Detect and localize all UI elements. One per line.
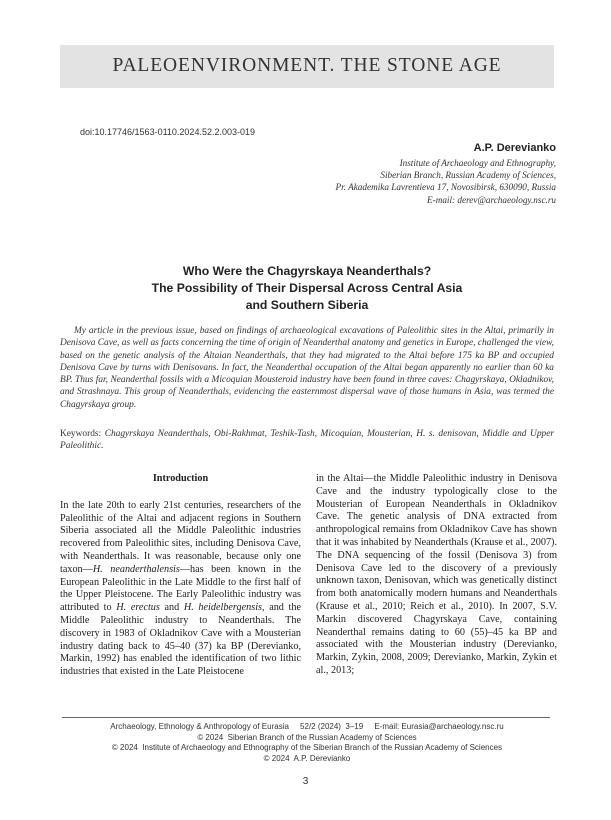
doi[interactable]: doi:10.17746/1563-0110.2024.52.2.003-019	[80, 127, 255, 137]
body-column-right	[316, 473, 557, 678]
copyright-line: © 2024 Siberian Branch of the Russian Academy of Sciences	[197, 732, 417, 742]
footer	[60, 722, 554, 764]
taxon: H. heidelbergensis	[183, 602, 262, 614]
copyright-line: © 2024 A.P. Derevianko	[263, 753, 351, 763]
title-line: and Southern Siberia	[245, 298, 369, 312]
journal-line: Archaeology, Ethnology & Anthropology of Eurasia 52/2 (2024) 3–19 E-mail: Eurasia@archaeology.nsc.ru	[110, 722, 504, 731]
taxon: H. neanderthalensis	[92, 563, 180, 575]
affiliation-line: Siberian Branch, Russian Academy of Sciences,	[380, 170, 556, 181]
keywords	[60, 428, 554, 453]
footer-rule	[62, 717, 550, 718]
affiliation-line: Institute of Archaeology and Ethnography,	[399, 158, 556, 168]
copyright-line: © 2024 Institute of Archaeology and Ethnography of the Siberian Branch of the Russian Academy of Sciences	[111, 743, 503, 753]
keywords-label: Keywords:	[60, 429, 102, 439]
section-header-band	[60, 45, 554, 88]
keywords-text: Chagyrskaya Neanderthals, Obi-Rakhmat, Teshik-Tash, Micoquian, Mousterian, H. s. denisovan, Middle and Upper Paleolithic.	[60, 429, 554, 452]
author-email[interactable]: E-mail: derev@archaeology.nsc.ru	[427, 194, 556, 205]
body-column-left	[60, 473, 301, 679]
affiliation-line: Pr. Akademika Lavrentieva 17, Novosibirsk, 630090, Russia	[335, 182, 556, 193]
title-line: Who Were the Chagyrskaya Neanderthals?	[182, 264, 432, 278]
taxon: H. erectus	[116, 602, 160, 614]
abstract: My article in the previous issue, based on findings of archaeological excavations of Paleolithic sites in the Altai, primarily in Denisova Cave, as well as facts concerning the time of origin of Neanderthal anatomy and genetics in Europe, challenged the view, based on the genetic analysis of the Altaian Neanderthals, that they had migrated to the Altai before 175 ka BP and occupied Denisova Cave by turns with Denisovans. In fact, the Neanderthal occupation of the Altai began apparently no earlier than 60 ka BP. Thus far, Neanderthal fossils with a Micoquian Mousteroid industry have been found in three caves: Chagyrskaya, Okladnikov, and Strashnaya. This group of Neanderthals, evidencing the easternmost dispersal wave of those humans in Asia, was termed the Chagyrskaya group.	[60, 326, 554, 410]
author-name: A.P. Derevianko	[473, 142, 556, 154]
paragraph: In the late 20th to early 21st centuries, researchers of the Paleolithic of the Altai and adjacent regions in Southern Siberia associated all the Middle Paleolithic industries recovered from Paleolithic sites, including Denisova Cave, with Neanderthals. It was reasonable, because only one taxon—H. neanderthalensis—has been known in the European Paleolithic in the Late Middle to the first half of the Upper Pleistocene. The Early Paleolithic industry was attributed to H. erectus and H. heidelbergensis, and the Middle Paleolithic industry to Neanderthals. The discovery in 1983 of Okladnikov Cave with a Mousterian industry dating back to 45–40 (37) ka BP (Derevianko, Markin, 1992) has enabled the identification of two lithic industries that existed in the Late Pleistocene	[60, 499, 301, 678]
section-heading: Introduction	[152, 473, 209, 484]
page-number: 3	[302, 776, 309, 787]
section-title: PALEOENVIRONMENT. THE STONE AGE	[112, 55, 502, 76]
article-title	[60, 263, 554, 314]
title-line: The Possibility of Their Dispersal Across Central Asia	[151, 281, 463, 295]
author-block	[336, 142, 556, 206]
paragraph: in the Altai—the Middle Paleolithic industry in Denisova Cave and the industry typologically close to the Mousterian of European Neanderthals in Okladnikov Cave. The genetic analysis of DNA extracted from anthropological remains from Okladnikov Cave has shown that it was inhabited by Neanderthals (Krause et al., 2007). The DNA sequencing of the fossil (Denisova 3) from Denisova Cave led to the discovery of a previously unknown taxon, Denisovan, which was genetically distinct from both anatomically modern humans and Neanderthals (Krause et al., 2010; Reich et al., 2010). In 2007, S.V. Markin discovered Chagyrskaya Cave, containing Neanderthal remains dating to 60 (55)–45 ka BP and associated with the Mousterian industry (Derevianko, Markin, Zykin, 2008, 2009; Derevianko, Markin, Zykin et al., 2013;	[316, 473, 557, 676]
